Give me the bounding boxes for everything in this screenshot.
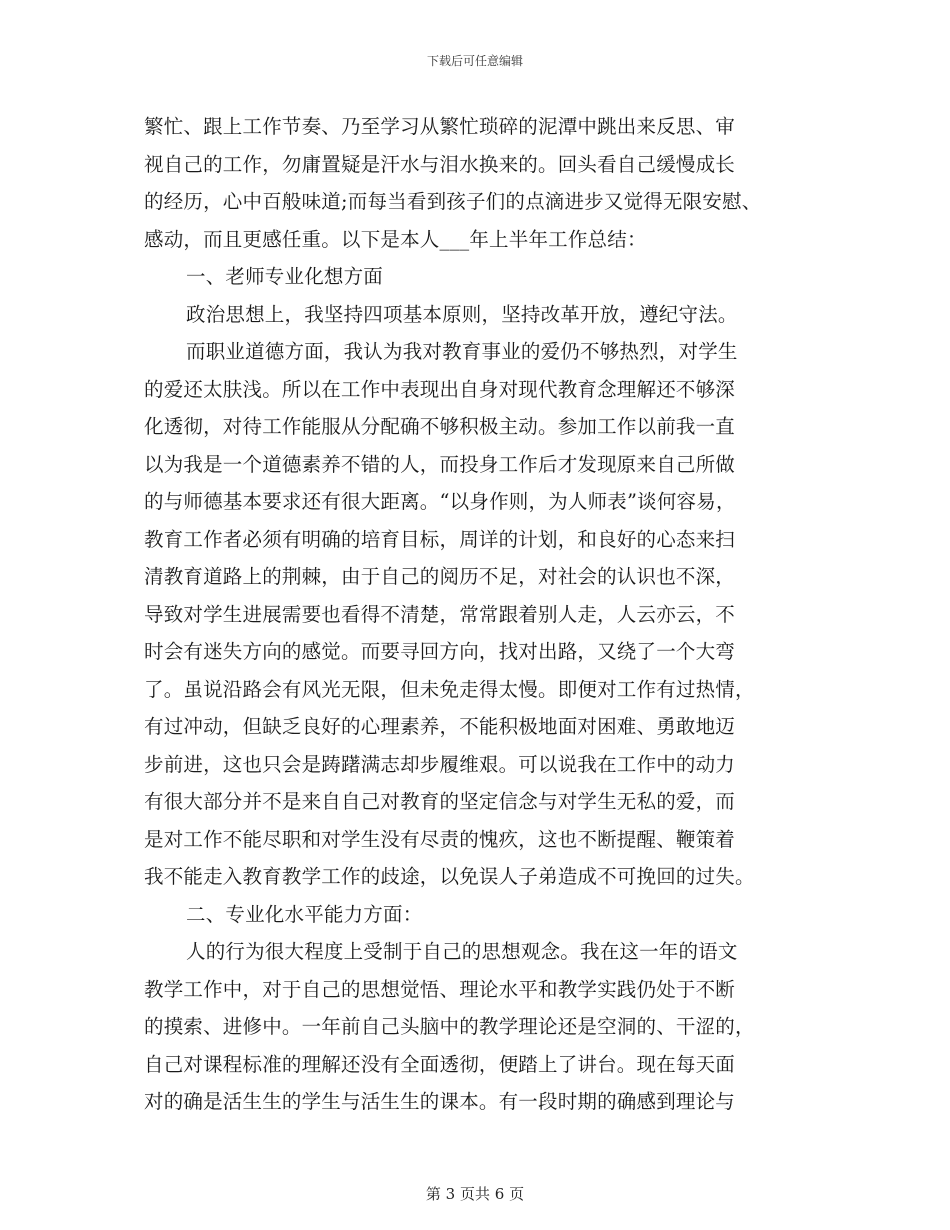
page-header: 下载后可任意编辑	[426, 54, 523, 68]
text-line: 对的确是活生生的学生与活生生的课本。有一段时期的确感到理论与	[144, 1090, 736, 1113]
text-line: 视自己的工作，勿庸置疑是汗水与泪水换来的。回头看自己缓慢成长	[144, 152, 736, 176]
section-heading: 二、专业化水平能力方面：	[186, 902, 423, 926]
paragraph-start: 人的行为很大程度上受制于自己的思想观念。我在这一年的语文	[186, 940, 738, 963]
text-line: 步前进，这也只会是踌躇满志却步履维艰。可以说我在工作中的动力	[144, 752, 736, 776]
text-line: 时会有迷失方向的感觉。而要寻回方向，找对出路，又绕了一个大弯	[144, 640, 736, 663]
document-body	[144, 108, 824, 1121]
text-line: 以为我是一个道德素养不错的人，而投身工作后才发现原来自己所做	[144, 452, 736, 476]
paragraph-start: 政治思想上，我坚持四项基本原则，坚持改革开放，遵纪守法。	[186, 302, 738, 326]
text-line: 自己对课程标准的理解还没有全面透彻，便踏上了讲台。现在每天面	[144, 1052, 736, 1076]
text-line: 我不能走入教育教学工作的歧途，以免误人子弟造成不可挽回的过失。	[144, 865, 755, 888]
text-line: 有过冲动，但缺乏良好的心理素养，不能积极地面对困难、勇敢地迈	[144, 715, 736, 738]
paragraph-start: 而职业道德方面，我认为我对教育事业的爱仍不够热烈，对学生	[186, 340, 738, 363]
text-line: 化透彻，对待工作能服从分配确不够积极主动。参加工作以前我一直	[144, 415, 736, 438]
text-line: 有很大部分并不是来自自己对教育的坚定信念与对学生无私的爱，而	[144, 790, 736, 813]
page-footer: 第 3 页共 6 页	[425, 1185, 525, 1203]
text-line: 的爱还太肤浅。所以在工作中表现出自身对现代教育念理解还不够深	[144, 377, 736, 401]
text-line: 繁忙、跟上工作节奏、乃至学习从繁忙琐碎的泥潭中跳出来反思、审	[144, 115, 736, 138]
text-line: 是对工作不能尽职和对学生没有尽责的愧疚，这也不断提醒、鞭策着	[144, 827, 736, 851]
text-line: 的经历，心中百般味道;而每当看到孩子们的点滴进步又觉得无限安慰、	[144, 190, 762, 213]
text-line: 感动，而且更感任重。以下是本人___年上半年工作总结：	[144, 227, 647, 251]
text-line: 清教育道路上的荆棘，由于自己的阅历不足，对社会的认识也不深，	[144, 565, 736, 588]
text-line: 的摸索、进修中。一年前自己头脑中的教学理论还是空洞的、干涩的，	[144, 1015, 755, 1038]
section-heading: 一、老师专业化想方面	[186, 265, 384, 288]
text-line: 教学工作中，对于自己的思想觉悟、理论水平和教学实践仍处于不断	[144, 977, 736, 1001]
text-line: 的与师德基本要求还有很大距离。“以身作则，为人师表”谈何容易，	[144, 490, 736, 513]
text-line: 导致对学生进展需要也看得不清楚，常常跟着别人走，人云亦云，不	[144, 602, 736, 626]
text-line: 了。虽说沿路会有风光无限，但未免走得太慢。即便对工作有过热情，	[144, 677, 755, 701]
text-line: 教育工作者必须有明确的培育目标，周详的计划，和良好的心态来扫	[144, 527, 736, 551]
